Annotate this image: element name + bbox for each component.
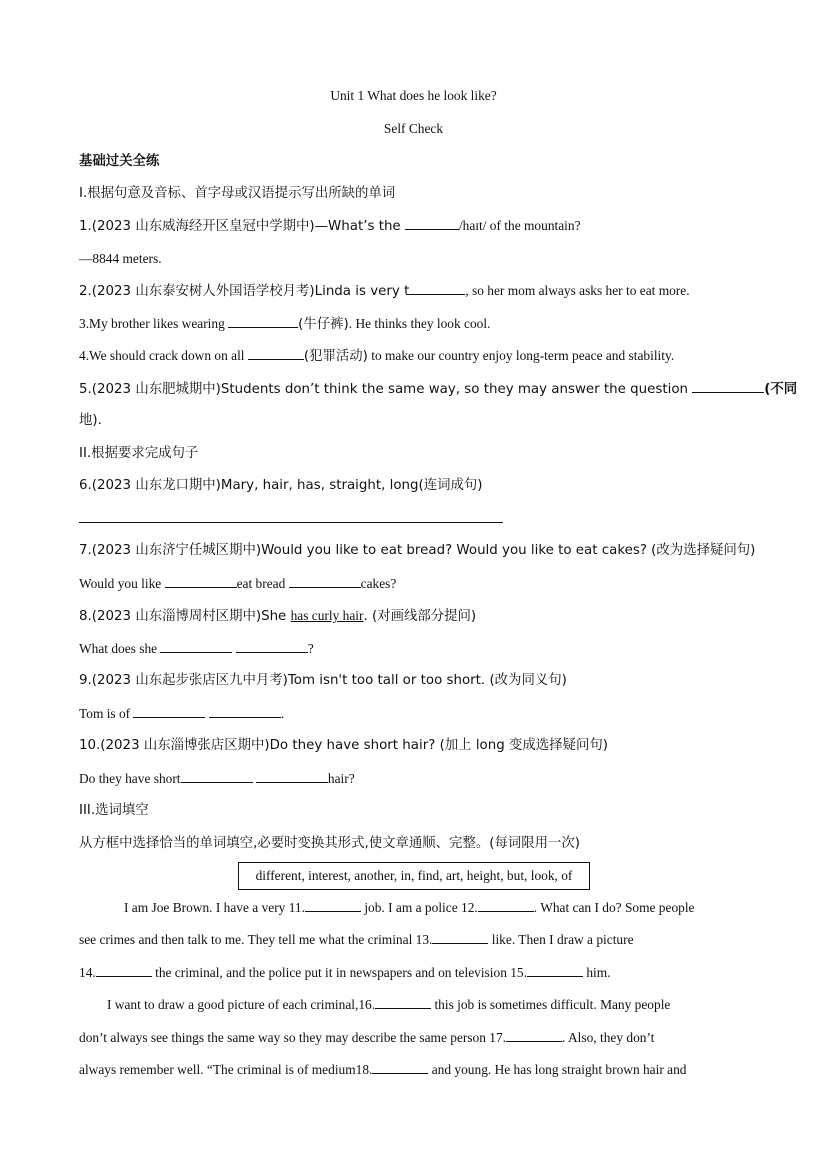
blank-12[interactable]	[478, 899, 534, 912]
q9-blank-2[interactable]	[209, 705, 281, 718]
q10-blank-2[interactable]	[256, 770, 328, 783]
q8-fill-a: What does she	[79, 641, 161, 656]
p2-l1-b: this job is sometimes difficult. Many people	[431, 997, 671, 1012]
blank-18[interactable]	[372, 1061, 428, 1074]
passage-p2-line1	[79, 996, 749, 1014]
q5-hint: (不同	[764, 382, 798, 397]
q8-blank-1[interactable]	[160, 640, 232, 653]
q9-blank-1[interactable]	[133, 705, 205, 718]
p1-l2-a: see crimes and then talk to me. They tell me what the criminal 13.	[79, 932, 433, 947]
q10-blank-1[interactable]	[181, 770, 253, 783]
q8-text: 8.(2023 山东淄博周村区期中)She	[79, 609, 291, 624]
q2-text: 2.(2023 山东泰安树人外国语学校月考)Linda is very t	[79, 284, 410, 299]
q3-blank[interactable]	[228, 315, 298, 328]
word-box: different, interest, another, in, find, art, height, but, look, of	[238, 862, 590, 890]
blank-13[interactable]	[432, 931, 488, 944]
q4-text-post: to make our country enjoy long-term peace and stability.	[367, 348, 675, 363]
unit-title: Unit 1 What does he look like?	[330, 88, 497, 103]
p2-l2-b: . Also, they don’t	[562, 1030, 655, 1045]
q2-blank[interactable]	[409, 282, 465, 295]
q5-blank[interactable]	[692, 380, 764, 393]
q10-fill	[79, 770, 749, 788]
question-1	[79, 217, 749, 236]
p1-l3-a: 14.	[79, 965, 96, 980]
q10-fill-c: hair?	[327, 771, 355, 786]
q9-fill-c: .	[280, 706, 285, 721]
q8-blank-2[interactable]	[236, 640, 308, 653]
p1-l3-c: him.	[582, 965, 611, 980]
q6-answer-line[interactable]	[79, 522, 503, 523]
question-3	[79, 315, 749, 334]
subtitle: Self Check	[383, 121, 444, 136]
p2-l3-b: and young. He has long straight brown hair and	[428, 1062, 687, 1077]
question-10: 10.(2023 山东淄博张店区期中)Do they have short hair? (加上 long 变成选择疑问句)	[79, 738, 608, 753]
q1-blank[interactable]	[405, 217, 459, 230]
q7-fill-c: cakes?	[360, 576, 397, 591]
part3-heading: III.选词填空	[79, 803, 149, 818]
p1-l1-c: . What can I do? Some people	[533, 900, 695, 915]
part1-heading: I.根据句意及音标、首字母或汉语提示写出所缺的单词	[79, 186, 396, 201]
blank-14[interactable]	[96, 964, 152, 977]
q3-text-post: . He thinks they look cool.	[348, 316, 491, 331]
p1-l2-b: like. Then I draw a picture	[488, 932, 634, 947]
p2-l1-a: I want to draw a good picture of each criminal,16.	[107, 997, 376, 1012]
q3-text: 3.My brother likes wearing	[79, 316, 229, 331]
q7-fill-b: eat bread	[236, 576, 289, 591]
q1-answer: —8844 meters.	[79, 251, 162, 266]
blank-11[interactable]	[305, 899, 361, 912]
q4-text: 4.We should crack down on all	[79, 348, 248, 363]
q7-blank-2[interactable]	[289, 575, 361, 588]
question-8	[79, 607, 749, 626]
q4-hint: (犯罪活动)	[303, 349, 368, 364]
p2-l3-a: always remember well. “The criminal is of medium18.	[79, 1062, 373, 1077]
q5-text: 5.(2023 山东肥城期中)Students don’t think the same way, so they may answer the question	[79, 382, 693, 397]
p1-l1-b: job. I am a police 12.	[360, 900, 478, 915]
q10-fill-a: Do they have short	[79, 771, 181, 786]
question-2	[79, 282, 749, 301]
q9-fill-a: Tom is of	[79, 706, 134, 721]
p1-l3-b: the criminal, and the police put it in newspapers and on television 15.	[151, 965, 527, 980]
q4-blank[interactable]	[248, 347, 304, 360]
p2-l2-a: don’t always see things the same way so they may describe the same person 17.	[79, 1030, 507, 1045]
question-5	[79, 380, 798, 399]
part3-instruction: 从方框中选择恰当的单词填空,必要时变换其形式,使文章通顺、完整。(每词限用一次)	[79, 836, 581, 851]
section-heading: 基础过关全练	[79, 154, 160, 169]
q1-text: 1.(2023 山东威海经开区皇冠中学期中)—What’s the	[79, 219, 405, 234]
blank-16[interactable]	[375, 996, 431, 1009]
q5-continuation: 地).	[79, 413, 102, 428]
q7-blank-1[interactable]	[165, 575, 237, 588]
q9-fill	[79, 705, 749, 723]
q1-text-post: /haɪt/ of the mountain?	[458, 218, 581, 233]
q2-text-post: , so her mom always asks her to eat more.	[465, 283, 690, 298]
q8-text-post: . (对画线部分提问)	[363, 609, 477, 624]
passage-p1-line3	[79, 964, 749, 982]
blank-15[interactable]	[527, 964, 583, 977]
passage-p1-line1	[79, 899, 749, 917]
question-7: 7.(2023 山东济宁任城区期中)Would you like to eat bread? Would you like to eat cakes? (改为选择疑问句)	[79, 543, 756, 558]
q7-fill-a: Would you like	[79, 576, 165, 591]
q3-hint: (牛仔裤)	[298, 317, 349, 332]
question-9: 9.(2023 山东起步张店区九中月考)Tom isn't too tall or too short. (改为同义句)	[79, 673, 567, 688]
q8-fill-c: ?	[307, 641, 314, 656]
p1-l1-a: I am Joe Brown. I have a very 11.	[124, 900, 305, 915]
blank-17[interactable]	[506, 1029, 562, 1042]
passage-p2-line3	[79, 1061, 749, 1079]
passage-p1-line2	[79, 931, 749, 949]
q8-fill	[79, 640, 749, 658]
q8-underlined: has curly hair	[290, 608, 364, 623]
q7-fill	[79, 575, 749, 593]
question-6: 6.(2023 山东龙口期中)Mary, hair, has, straight, long(连词成句)	[79, 478, 483, 493]
part2-heading: II.根据要求完成句子	[79, 446, 199, 461]
question-4	[79, 347, 749, 366]
passage-p2-line2	[79, 1029, 749, 1047]
